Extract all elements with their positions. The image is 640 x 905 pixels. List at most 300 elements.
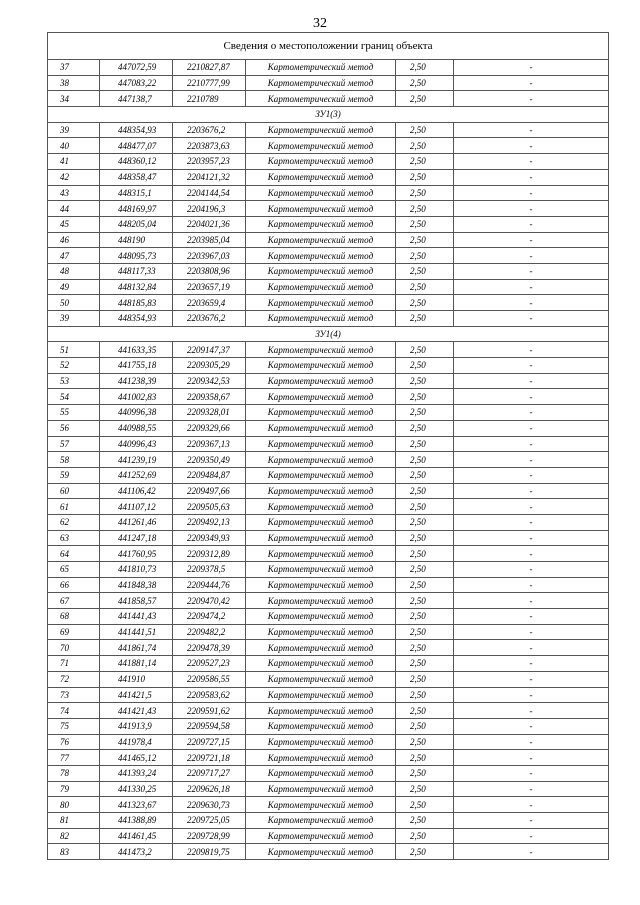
note-cell: -: [454, 577, 609, 593]
x-coordinate-cell: 441861,74: [100, 640, 173, 656]
note-cell: -: [454, 373, 609, 389]
accuracy-cell: 2,50: [396, 263, 454, 279]
note-cell: -: [454, 530, 609, 546]
x-coordinate-cell: 447138,7: [100, 91, 173, 107]
note-cell: -: [454, 609, 609, 625]
accuracy-cell: 2,50: [396, 750, 454, 766]
y-coordinate-cell: 2209583,62: [173, 687, 246, 703]
method-cell: Картометрический метод: [246, 703, 396, 719]
y-coordinate-cell: 2209378,5: [173, 562, 246, 578]
y-coordinate-cell: 2203957,23: [173, 154, 246, 170]
table-row: [48, 279, 609, 295]
note-cell: -: [454, 60, 609, 76]
method-cell: Картометрический метод: [246, 656, 396, 672]
method-cell: Картометрический метод: [246, 797, 396, 813]
note-cell: -: [454, 813, 609, 829]
y-coordinate-cell: 2209527,23: [173, 656, 246, 672]
note-cell: -: [454, 656, 609, 672]
y-coordinate-cell: 2203873,63: [173, 138, 246, 154]
method-cell: Картометрический метод: [246, 562, 396, 578]
accuracy-cell: 2,50: [396, 640, 454, 656]
method-cell: Картометрический метод: [246, 577, 396, 593]
method-cell: Картометрический метод: [246, 467, 396, 483]
point-number-cell: 63: [48, 530, 100, 546]
point-number-cell: 34: [48, 91, 100, 107]
accuracy-cell: 2,50: [396, 216, 454, 232]
note-cell: -: [454, 75, 609, 91]
table-row: [48, 467, 609, 483]
x-coordinate-cell: 441910: [100, 671, 173, 687]
table-title: Сведения о местоположении границ объекта: [48, 33, 609, 60]
point-number-cell: 44: [48, 201, 100, 217]
y-coordinate-cell: 2203676,2: [173, 311, 246, 327]
table-row: [48, 263, 609, 279]
note-cell: -: [454, 263, 609, 279]
accuracy-cell: 2,50: [396, 185, 454, 201]
y-coordinate-cell: 2210789: [173, 91, 246, 107]
accuracy-cell: 2,50: [396, 295, 454, 311]
x-coordinate-cell: 448117,33: [100, 263, 173, 279]
accuracy-cell: 2,50: [396, 844, 454, 860]
accuracy-cell: 2,50: [396, 91, 454, 107]
table-row: [48, 373, 609, 389]
x-coordinate-cell: 441978,4: [100, 734, 173, 750]
point-number-cell: 72: [48, 671, 100, 687]
table-row: [48, 138, 609, 154]
method-cell: Картометрический метод: [246, 185, 396, 201]
y-coordinate-cell: 2203659,4: [173, 295, 246, 311]
table-row: [48, 216, 609, 232]
point-number-cell: 62: [48, 514, 100, 530]
point-number-cell: 79: [48, 781, 100, 797]
x-coordinate-cell: 448360,12: [100, 154, 173, 170]
y-coordinate-cell: 2209626,18: [173, 781, 246, 797]
method-cell: Картометрический метод: [246, 609, 396, 625]
note-cell: -: [454, 828, 609, 844]
page-number: 32: [313, 16, 327, 31]
y-coordinate-cell: 2209591,62: [173, 703, 246, 719]
note-cell: -: [454, 671, 609, 687]
x-coordinate-cell: 441848,38: [100, 577, 173, 593]
section-label: ЗУ1(3): [48, 107, 609, 123]
table-row: [48, 546, 609, 562]
table-row: [48, 656, 609, 672]
point-number-cell: 50: [48, 295, 100, 311]
x-coordinate-cell: 448190: [100, 232, 173, 248]
point-number-cell: 60: [48, 483, 100, 499]
note-cell: -: [454, 436, 609, 452]
note-cell: -: [454, 279, 609, 295]
note-cell: -: [454, 248, 609, 264]
point-number-cell: 42: [48, 169, 100, 185]
method-cell: Картометрический метод: [246, 216, 396, 232]
table-row: [48, 609, 609, 625]
method-cell: Картометрический метод: [246, 311, 396, 327]
method-cell: Картометрический метод: [246, 671, 396, 687]
y-coordinate-cell: 2204021,36: [173, 216, 246, 232]
accuracy-cell: 2,50: [396, 483, 454, 499]
y-coordinate-cell: 2204196,3: [173, 201, 246, 217]
x-coordinate-cell: 441810,73: [100, 562, 173, 578]
x-coordinate-cell: 448358,47: [100, 169, 173, 185]
y-coordinate-cell: 2209586,55: [173, 671, 246, 687]
point-number-cell: 38: [48, 75, 100, 91]
table-row: [48, 169, 609, 185]
y-coordinate-cell: 2209819,75: [173, 844, 246, 860]
x-coordinate-cell: 447072,59: [100, 60, 173, 76]
accuracy-cell: 2,50: [396, 813, 454, 829]
method-cell: Картометрический метод: [246, 389, 396, 405]
note-cell: -: [454, 624, 609, 640]
method-cell: Картометрический метод: [246, 91, 396, 107]
point-number-cell: 75: [48, 718, 100, 734]
point-number-cell: 46: [48, 232, 100, 248]
point-number-cell: 45: [48, 216, 100, 232]
method-cell: Картометрический метод: [246, 718, 396, 734]
x-coordinate-cell: 441107,12: [100, 499, 173, 515]
y-coordinate-cell: 2209725,05: [173, 813, 246, 829]
point-number-cell: 39: [48, 122, 100, 138]
x-coordinate-cell: 448354,93: [100, 122, 173, 138]
y-coordinate-cell: 2209367,13: [173, 436, 246, 452]
accuracy-cell: 2,50: [396, 436, 454, 452]
accuracy-cell: 2,50: [396, 514, 454, 530]
x-coordinate-cell: 441465,12: [100, 750, 173, 766]
note-cell: -: [454, 499, 609, 515]
point-number-cell: 59: [48, 467, 100, 483]
x-coordinate-cell: 441755,18: [100, 358, 173, 374]
method-cell: Картометрический метод: [246, 263, 396, 279]
x-coordinate-cell: 448185,83: [100, 295, 173, 311]
note-cell: -: [454, 452, 609, 468]
x-coordinate-cell: 447083,22: [100, 75, 173, 91]
y-coordinate-cell: 2209147,37: [173, 342, 246, 358]
point-number-cell: 51: [48, 342, 100, 358]
note-cell: -: [454, 154, 609, 170]
table-row: [48, 91, 609, 107]
table-row: [48, 389, 609, 405]
table-row: [48, 420, 609, 436]
note-cell: -: [454, 169, 609, 185]
table-row: [48, 530, 609, 546]
method-cell: Картометрический метод: [246, 169, 396, 185]
point-number-cell: 55: [48, 405, 100, 421]
accuracy-cell: 2,50: [396, 122, 454, 138]
accuracy-cell: 2,50: [396, 671, 454, 687]
x-coordinate-cell: 441461,45: [100, 828, 173, 844]
y-coordinate-cell: 2203657,19: [173, 279, 246, 295]
point-number-cell: 57: [48, 436, 100, 452]
x-coordinate-cell: 441247,18: [100, 530, 173, 546]
note-cell: -: [454, 358, 609, 374]
y-coordinate-cell: 2209312,89: [173, 546, 246, 562]
table-row: [48, 185, 609, 201]
note-cell: -: [454, 765, 609, 781]
x-coordinate-cell: 440996,38: [100, 405, 173, 421]
accuracy-cell: 2,50: [396, 279, 454, 295]
table-row: [48, 750, 609, 766]
y-coordinate-cell: 2209305,29: [173, 358, 246, 374]
accuracy-cell: 2,50: [396, 828, 454, 844]
accuracy-cell: 2,50: [396, 60, 454, 76]
accuracy-cell: 2,50: [396, 373, 454, 389]
point-number-cell: 70: [48, 640, 100, 656]
x-coordinate-cell: 448169,97: [100, 201, 173, 217]
point-number-cell: 76: [48, 734, 100, 750]
accuracy-cell: 2,50: [396, 311, 454, 327]
y-coordinate-cell: 2209594,58: [173, 718, 246, 734]
x-coordinate-cell: 441239,19: [100, 452, 173, 468]
note-cell: -: [454, 797, 609, 813]
y-coordinate-cell: 2209358,67: [173, 389, 246, 405]
boundary-coordinates-table: [47, 32, 609, 860]
x-coordinate-cell: 441388,89: [100, 813, 173, 829]
table-row: [48, 436, 609, 452]
y-coordinate-cell: 2209728,99: [173, 828, 246, 844]
point-number-cell: 73: [48, 687, 100, 703]
table-row: [48, 813, 609, 829]
method-cell: Картометрический метод: [246, 452, 396, 468]
point-number-cell: 37: [48, 60, 100, 76]
note-cell: -: [454, 342, 609, 358]
y-coordinate-cell: 2204144,54: [173, 185, 246, 201]
point-number-cell: 39: [48, 311, 100, 327]
x-coordinate-cell: 441330,25: [100, 781, 173, 797]
point-number-cell: 53: [48, 373, 100, 389]
method-cell: Картометрический метод: [246, 765, 396, 781]
table-row: [48, 514, 609, 530]
method-cell: Картометрический метод: [246, 232, 396, 248]
x-coordinate-cell: 441393,24: [100, 765, 173, 781]
x-coordinate-cell: 441881,14: [100, 656, 173, 672]
note-cell: -: [454, 138, 609, 154]
method-cell: Картометрический метод: [246, 483, 396, 499]
point-number-cell: 81: [48, 813, 100, 829]
x-coordinate-cell: 441633,35: [100, 342, 173, 358]
method-cell: Картометрический метод: [246, 546, 396, 562]
y-coordinate-cell: 2209482,2: [173, 624, 246, 640]
method-cell: Картометрический метод: [246, 248, 396, 264]
method-cell: Картометрический метод: [246, 279, 396, 295]
y-coordinate-cell: 2209470,42: [173, 593, 246, 609]
accuracy-cell: 2,50: [396, 452, 454, 468]
note-cell: -: [454, 703, 609, 719]
accuracy-cell: 2,50: [396, 546, 454, 562]
accuracy-cell: 2,50: [396, 797, 454, 813]
note-cell: -: [454, 467, 609, 483]
accuracy-cell: 2,50: [396, 138, 454, 154]
method-cell: Картометрический метод: [246, 122, 396, 138]
point-number-cell: 69: [48, 624, 100, 640]
point-number-cell: 67: [48, 593, 100, 609]
method-cell: Картометрический метод: [246, 813, 396, 829]
y-coordinate-cell: 2209721,18: [173, 750, 246, 766]
point-number-cell: 52: [48, 358, 100, 374]
point-number-cell: 68: [48, 609, 100, 625]
method-cell: Картометрический метод: [246, 342, 396, 358]
accuracy-cell: 2,50: [396, 687, 454, 703]
x-coordinate-cell: 448205,04: [100, 216, 173, 232]
x-coordinate-cell: 441323,67: [100, 797, 173, 813]
y-coordinate-cell: 2209717,27: [173, 765, 246, 781]
accuracy-cell: 2,50: [396, 248, 454, 264]
accuracy-cell: 2,50: [396, 609, 454, 625]
y-coordinate-cell: 2209444,76: [173, 577, 246, 593]
point-number-cell: 54: [48, 389, 100, 405]
table-row: [48, 75, 609, 91]
point-number-cell: 47: [48, 248, 100, 264]
x-coordinate-cell: 448315,1: [100, 185, 173, 201]
point-number-cell: 61: [48, 499, 100, 515]
note-cell: -: [454, 546, 609, 562]
y-coordinate-cell: 2203808,96: [173, 263, 246, 279]
y-coordinate-cell: 2209505,63: [173, 499, 246, 515]
section-row: [48, 326, 609, 342]
y-coordinate-cell: 2209630,73: [173, 797, 246, 813]
x-coordinate-cell: 441913,9: [100, 718, 173, 734]
accuracy-cell: 2,50: [396, 358, 454, 374]
point-number-cell: 74: [48, 703, 100, 719]
x-coordinate-cell: 441238,39: [100, 373, 173, 389]
accuracy-cell: 2,50: [396, 624, 454, 640]
table-row: [48, 624, 609, 640]
point-number-cell: 58: [48, 452, 100, 468]
table-row: [48, 295, 609, 311]
method-cell: Картометрический метод: [246, 530, 396, 546]
table-row: [48, 797, 609, 813]
accuracy-cell: 2,50: [396, 577, 454, 593]
x-coordinate-cell: 448095,73: [100, 248, 173, 264]
table-row: [48, 562, 609, 578]
table-row: [48, 734, 609, 750]
table-row: [48, 248, 609, 264]
table-row: [48, 844, 609, 860]
y-coordinate-cell: 2210777,99: [173, 75, 246, 91]
point-number-cell: 78: [48, 765, 100, 781]
accuracy-cell: 2,50: [396, 499, 454, 515]
table-row: [48, 405, 609, 421]
x-coordinate-cell: 440996,43: [100, 436, 173, 452]
method-cell: Картометрический метод: [246, 201, 396, 217]
point-number-cell: 80: [48, 797, 100, 813]
method-cell: Картометрический метод: [246, 138, 396, 154]
note-cell: -: [454, 750, 609, 766]
accuracy-cell: 2,50: [396, 342, 454, 358]
note-cell: -: [454, 295, 609, 311]
accuracy-cell: 2,50: [396, 562, 454, 578]
point-number-cell: 43: [48, 185, 100, 201]
method-cell: Картометрический метод: [246, 154, 396, 170]
note-cell: -: [454, 91, 609, 107]
accuracy-cell: 2,50: [396, 232, 454, 248]
method-cell: Картометрический метод: [246, 828, 396, 844]
method-cell: Картометрический метод: [246, 734, 396, 750]
table-row: [48, 687, 609, 703]
point-number-cell: 65: [48, 562, 100, 578]
point-number-cell: 82: [48, 828, 100, 844]
point-number-cell: 40: [48, 138, 100, 154]
point-number-cell: 64: [48, 546, 100, 562]
table-row: [48, 154, 609, 170]
y-coordinate-cell: 2203967,03: [173, 248, 246, 264]
x-coordinate-cell: 441760,95: [100, 546, 173, 562]
table-row: [48, 499, 609, 515]
note-cell: -: [454, 389, 609, 405]
method-cell: Картометрический метод: [246, 514, 396, 530]
note-cell: -: [454, 483, 609, 499]
accuracy-cell: 2,50: [396, 75, 454, 91]
method-cell: Картометрический метод: [246, 499, 396, 515]
accuracy-cell: 2,50: [396, 389, 454, 405]
note-cell: -: [454, 562, 609, 578]
method-cell: Картометрический метод: [246, 750, 396, 766]
y-coordinate-cell: 2203985,04: [173, 232, 246, 248]
point-number-cell: 83: [48, 844, 100, 860]
accuracy-cell: 2,50: [396, 420, 454, 436]
y-coordinate-cell: 2209329,66: [173, 420, 246, 436]
x-coordinate-cell: 441106,42: [100, 483, 173, 499]
note-cell: -: [454, 201, 609, 217]
method-cell: Картометрический метод: [246, 358, 396, 374]
note-cell: -: [454, 216, 609, 232]
table-row: [48, 718, 609, 734]
table-header-row: [48, 33, 609, 60]
y-coordinate-cell: 2209484,87: [173, 467, 246, 483]
y-coordinate-cell: 2209328,01: [173, 405, 246, 421]
accuracy-cell: 2,50: [396, 703, 454, 719]
method-cell: Картометрический метод: [246, 624, 396, 640]
table-row: [48, 703, 609, 719]
accuracy-cell: 2,50: [396, 656, 454, 672]
note-cell: -: [454, 844, 609, 860]
accuracy-cell: 2,50: [396, 734, 454, 750]
point-number-cell: 41: [48, 154, 100, 170]
note-cell: -: [454, 781, 609, 797]
table-row: [48, 577, 609, 593]
table-row: [48, 201, 609, 217]
note-cell: -: [454, 232, 609, 248]
table-row: [48, 60, 609, 76]
method-cell: Картометрический метод: [246, 295, 396, 311]
y-coordinate-cell: 2209497,66: [173, 483, 246, 499]
y-coordinate-cell: 2210827,87: [173, 60, 246, 76]
table-row: [48, 593, 609, 609]
x-coordinate-cell: 441002,83: [100, 389, 173, 405]
note-cell: -: [454, 734, 609, 750]
point-number-cell: 48: [48, 263, 100, 279]
accuracy-cell: 2,50: [396, 593, 454, 609]
point-number-cell: 71: [48, 656, 100, 672]
y-coordinate-cell: 2209478,39: [173, 640, 246, 656]
table-row: [48, 483, 609, 499]
accuracy-cell: 2,50: [396, 718, 454, 734]
y-coordinate-cell: 2209342,53: [173, 373, 246, 389]
note-cell: -: [454, 311, 609, 327]
method-cell: Картометрический метод: [246, 420, 396, 436]
x-coordinate-cell: 441261,46: [100, 514, 173, 530]
y-coordinate-cell: 2203676,2: [173, 122, 246, 138]
table-row: [48, 232, 609, 248]
table-row: [48, 781, 609, 797]
y-coordinate-cell: 2209349,93: [173, 530, 246, 546]
table-row: [48, 640, 609, 656]
table-row: [48, 311, 609, 327]
x-coordinate-cell: 448132,84: [100, 279, 173, 295]
table-row: [48, 671, 609, 687]
note-cell: -: [454, 640, 609, 656]
section-row: [48, 107, 609, 123]
accuracy-cell: 2,50: [396, 201, 454, 217]
